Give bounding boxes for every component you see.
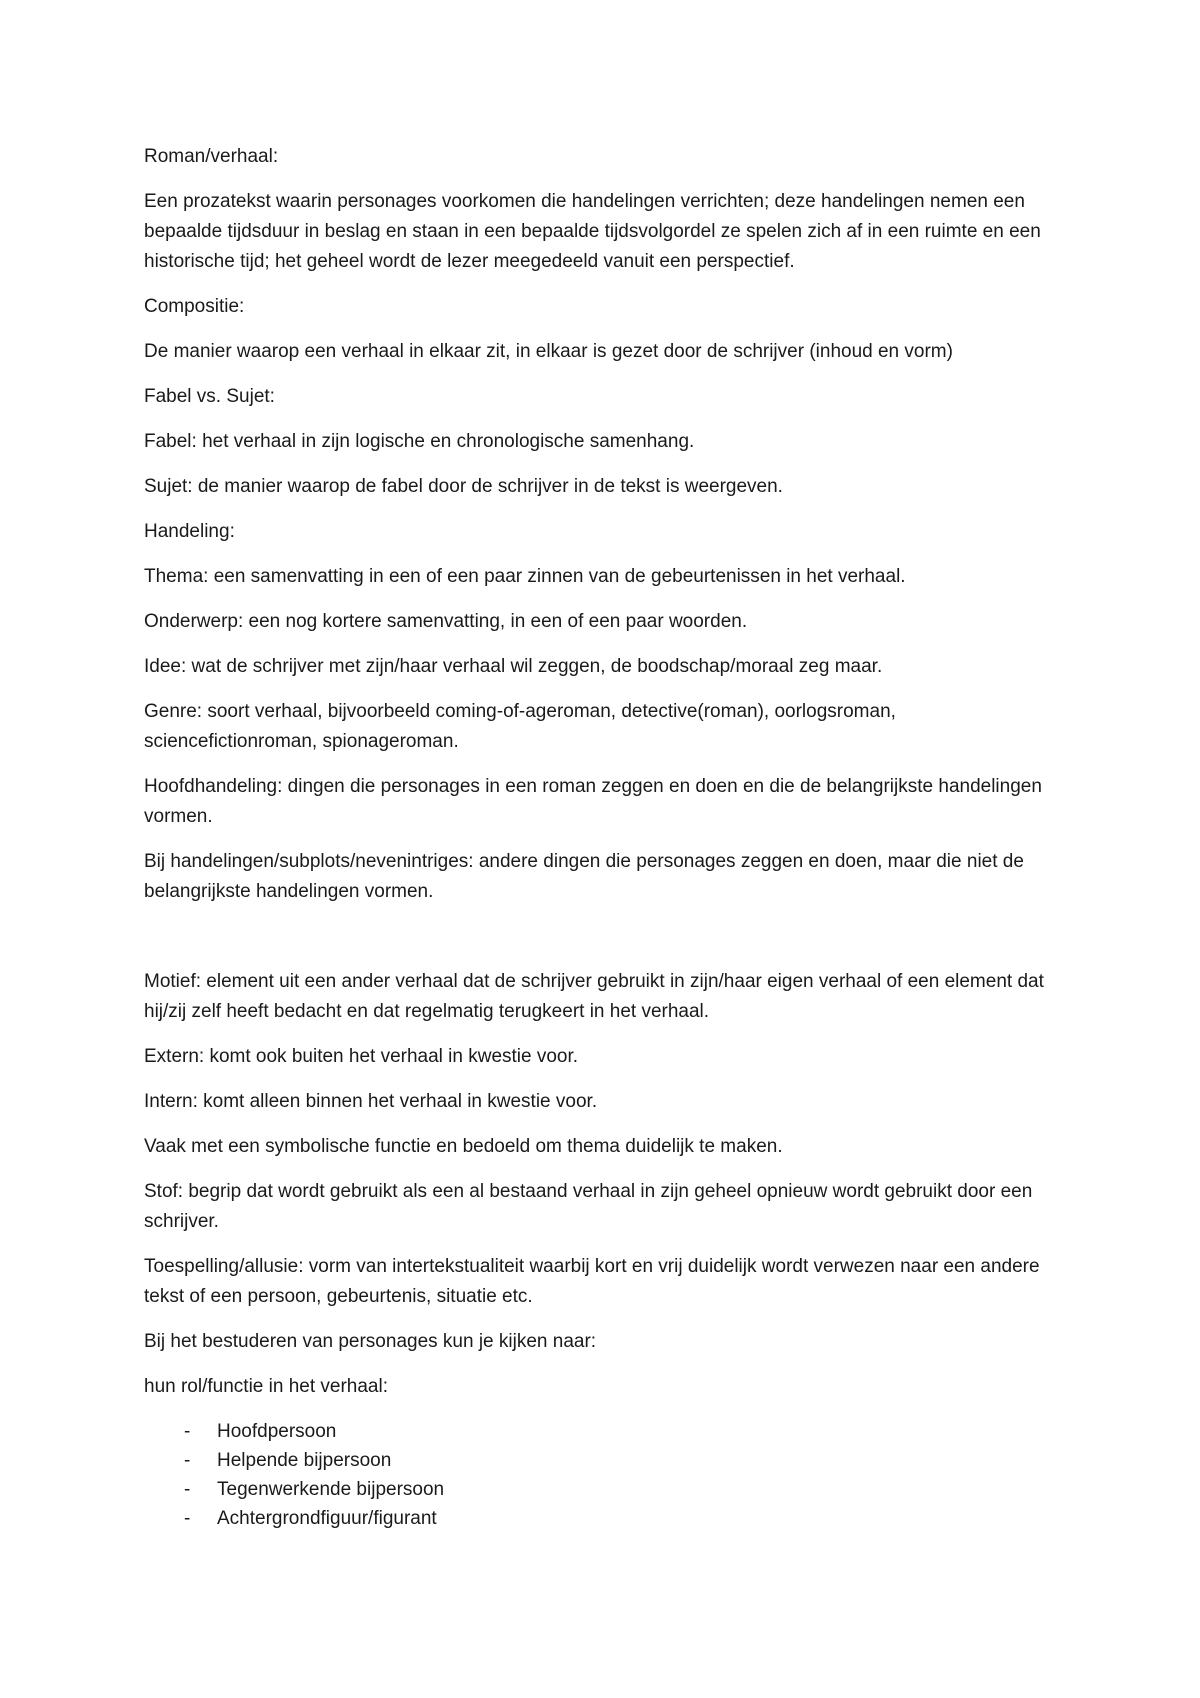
list-item <box>184 1475 1074 1504</box>
list-dash: - <box>184 1450 191 1471</box>
paragraph-intern: Intern: komt alleen binnen het verhaal in kwestie voor. <box>144 1091 598 1112</box>
list-dash: - <box>184 1421 191 1442</box>
paragraph-rol-functie: hun rol/functie in het verhaal: <box>144 1376 388 1397</box>
paragraph-symbolische-functie: Vaak met een symbolische functie en bedoeld om thema duidelijk te maken. <box>144 1136 783 1157</box>
paragraph-thema: Thema: een samenvatting in een of een paar zinnen van de gebeurtenissen in het verhaal. <box>144 566 906 587</box>
document-page <box>144 142 1074 1533</box>
list-item-label: Helpende bijpersoon <box>217 1450 392 1471</box>
list-item-label: Achtergrondfiguur/figurant <box>217 1508 437 1529</box>
paragraph-personages-intro: Bij het bestuderen van personages kun je kijken naar: <box>144 1331 597 1352</box>
list-dash: - <box>184 1479 191 1500</box>
list-item <box>184 1504 1074 1533</box>
paragraph-stof: Stof: begrip dat wordt gebruikt als een al bestaand verhaal in zijn geheel opnieuw wordt gebruikt door een schrijver. <box>144 1181 1033 1232</box>
heading-compositie: Compositie: <box>144 296 245 317</box>
heading-fabel-sujet: Fabel vs. Sujet: <box>144 386 275 407</box>
paragraph-extern: Extern: komt ook buiten het verhaal in kwestie voor. <box>144 1046 579 1067</box>
list-dash: - <box>184 1508 191 1529</box>
paragraph-idee: Idee: wat de schrijver met zijn/haar verhaal wil zeggen, de boodschap/moraal zeg maar. <box>144 656 883 677</box>
paragraph-fabel: Fabel: het verhaal in zijn logische en chronologische samenhang. <box>144 431 695 452</box>
heading-roman-verhaal: Roman/verhaal: <box>144 146 279 167</box>
list-item <box>184 1417 1074 1446</box>
paragraph-sujet: Sujet: de manier waarop de fabel door de schrijver in de tekst is weergeven. <box>144 476 783 497</box>
paragraph-motief: Motief: element uit een ander verhaal dat de schrijver gebruikt in zijn/haar eigen verhaal of een element dat hij/zij zelf heeft bedacht en dat regelmatig terugkeert in het verhaal. <box>144 971 1044 1022</box>
heading-handeling: Handeling: <box>144 521 235 542</box>
blank-line <box>144 922 1074 967</box>
paragraph-onderwerp: Onderwerp: een nog kortere samenvatting, in een of een paar woorden. <box>144 611 748 632</box>
paragraph-genre: Genre: soort verhaal, bijvoorbeeld coming-of-ageroman, detective(roman), oorlogsroman, sciencefictionroman, spionageroman. <box>144 701 896 752</box>
paragraph-bijhandelingen: Bij handelingen/subplots/nevenintriges: andere dingen die personages zeggen en doen, maar die niet de belangrijkste handelingen vormen. <box>144 851 1024 902</box>
list-item-label: Tegenwerkende bijpersoon <box>217 1479 445 1500</box>
character-role-list <box>144 1417 1074 1533</box>
list-item-label: Hoofdpersoon <box>217 1421 337 1442</box>
paragraph-toespelling: Toespelling/allusie: vorm van intertekstualiteit waarbij kort en vrij duidelijk wordt verwezen naar een andere tekst of een persoon, gebeurtenis, situatie etc. <box>144 1256 1040 1307</box>
list-item <box>184 1446 1074 1475</box>
paragraph-roman-definition: Een prozatekst waarin personages voorkomen die handelingen verrichten; deze handelingen nemen een bepaalde tijdsduur in beslag en staan in een bepaalde tijdsvolgordel ze spelen zich af in een ruimte en een historische tijd; het geheel wordt de lezer meegedeeld vanuit een perspectief. <box>144 191 1041 272</box>
paragraph-compositie-definition: De manier waarop een verhaal in elkaar zit, in elkaar is gezet door de schrijver (inhoud en vorm) <box>144 341 953 362</box>
paragraph-hoofdhandeling: Hoofdhandeling: dingen die personages in een roman zeggen en doen en die de belangrijkste handelingen vormen. <box>144 776 1042 827</box>
